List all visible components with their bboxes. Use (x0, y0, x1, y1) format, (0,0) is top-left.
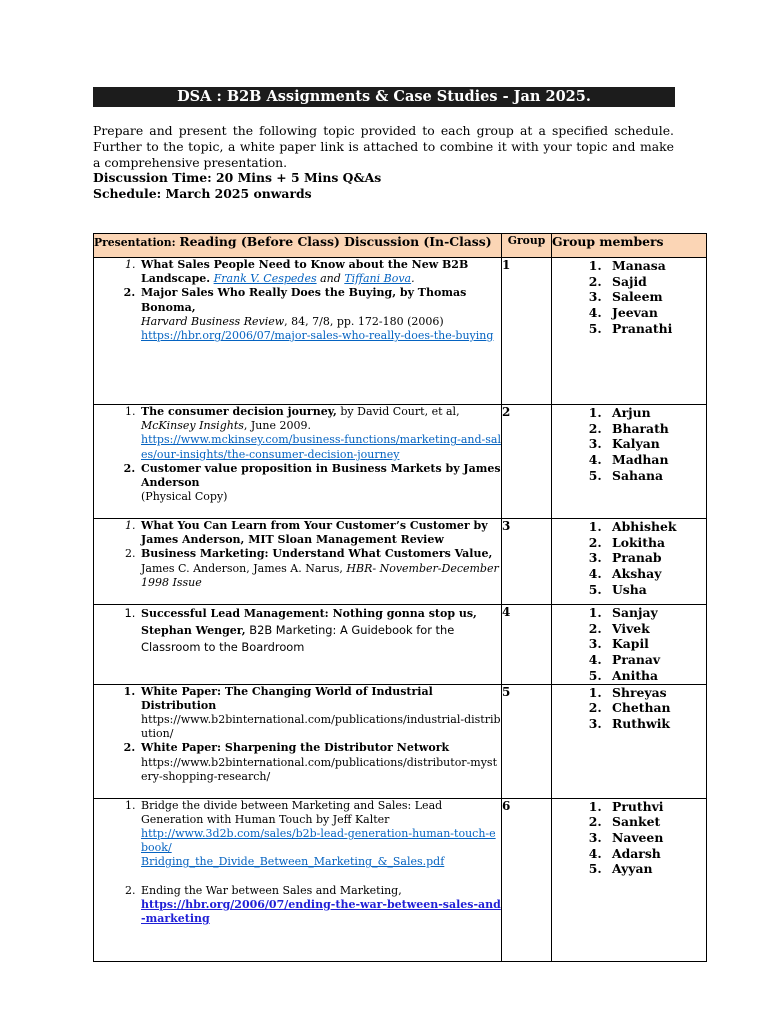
topic-title: Business Marketing: Understand What Customers Value, (141, 547, 493, 561)
group-number: 4 (502, 605, 552, 685)
members-cell (552, 405, 707, 519)
topic-title: Major Sales Who Really Does the Buying, by Thomas Bonoma, (141, 286, 467, 314)
presentation-label: Presentation: (94, 236, 180, 249)
header-presentation (94, 234, 502, 258)
member-list (552, 605, 706, 684)
article-link[interactable]: http://www.3d2b.com/sales/b2b-lead-generation-human-touch-ebook/ (141, 826, 496, 855)
topic-title: Successful Lead Management: Nothing gonna stop us, Stephan Wenger, (141, 607, 477, 637)
topic-title: Bridge the divide between Marketing and Sales: Lead Generation with Human Touch by Jeff Kalter (141, 798, 443, 826)
period: . (411, 272, 415, 286)
reading-discussion-label: Reading (Before Class) Discussion (In-Class) (179, 234, 492, 249)
topic-item (139, 519, 501, 547)
member-name: 2. Chethan (606, 700, 706, 716)
assignments-table (93, 233, 707, 962)
topic-list (94, 405, 501, 504)
source-details: , 84, 7/8, pp. 172-180 (2006) (284, 314, 444, 328)
member-name: 5. Sahana (606, 468, 706, 484)
member-list (552, 685, 706, 732)
topics-cell (94, 684, 502, 798)
topic-item (139, 547, 501, 590)
member-name: 2. Lokitha (606, 535, 706, 551)
topic-item (139, 605, 501, 655)
member-list (552, 799, 706, 878)
member-name: 3. Pranab (606, 550, 706, 566)
topic-item (139, 258, 501, 286)
article-link[interactable]: https://www.mckinsey.com/business-functions/marketing-and-sales/our-insights/the-consumer-decision-journey (141, 433, 501, 461)
member-name: 5. Anitha (606, 668, 706, 684)
member-name: 1. Pruthvi (606, 799, 706, 815)
member-name: 4. Akshay (606, 566, 706, 582)
table-row (94, 605, 707, 685)
group-number: 3 (502, 519, 552, 605)
member-name: 2. Bharath (606, 421, 706, 437)
topic-item (139, 685, 501, 742)
article-link[interactable]: https://hbr.org/2006/07/major-sales-who-really-does-the-buying (141, 329, 494, 343)
topic-item (139, 884, 501, 927)
member-name: 1. Abhishek (606, 519, 706, 535)
article-url: https://www.b2binternational.com/publications/industrial-distribution/ (141, 712, 501, 741)
topic-item (139, 799, 501, 884)
member-list (552, 519, 706, 598)
topic-list (94, 799, 501, 927)
member-name: 5. Usha (606, 582, 706, 598)
topics-cell (94, 605, 502, 685)
source-date: , June 2009. (243, 419, 311, 433)
spacer (141, 870, 501, 884)
member-name: 4. Pranav (606, 652, 706, 668)
topics-cell (94, 798, 502, 961)
members-cell (552, 684, 707, 798)
topic-title: What You Can Learn from Your Customer’s Customer by James Anderson, MIT Sloan Management Review (141, 519, 488, 547)
article-link[interactable]: https://hbr.org/2006/07/ending-the-war-between-sales-and-marketing (141, 897, 501, 925)
member-name: 2. Vivek (606, 621, 706, 637)
group-number: 2 (502, 405, 552, 519)
topic-title: White Paper: The Changing World of Industrial Distribution (141, 684, 433, 712)
member-name: 3. Kalyan (606, 436, 706, 452)
topic-title: What Sales People Need to Know about the New B2B Landscape. (141, 258, 469, 286)
source-name: Harvard Business Review (141, 314, 285, 328)
group-number: 1 (502, 258, 552, 405)
topic-author: by David Court, et al, (336, 405, 460, 418)
topic-list (94, 685, 501, 784)
group-number: 6 (502, 798, 552, 961)
group-number: 5 (502, 684, 552, 798)
topics-cell (94, 258, 502, 405)
topics-cell (94, 405, 502, 519)
conjunction: and (316, 272, 345, 286)
pdf-link[interactable]: Bridging_the_Divide_Between_Marketing_&_Sales.pdf (141, 855, 445, 869)
member-name: 3. Saleem (606, 289, 706, 305)
members-cell (552, 258, 707, 405)
header-group: Group (502, 234, 552, 258)
topics-cell (94, 519, 502, 605)
topic-title: White Paper: Sharpening the Distributor Network (141, 741, 450, 755)
table-row (94, 519, 707, 605)
table-row (94, 684, 707, 798)
discussion-time: Discussion Time: 20 Mins + 5 Mins Q&As (93, 170, 382, 186)
intro-paragraph: Prepare and present the following topic provided to each group at a specified schedule. Further to the topic, a white paper link is attached to combine it with your topic and make a comprehensive presentation. (93, 123, 674, 170)
schedule: Schedule: March 2025 onwards (93, 186, 312, 202)
member-name: 5. Ayyan (606, 861, 706, 877)
topic-item (139, 286, 501, 343)
member-name: 1. Arjun (606, 405, 706, 421)
member-name: 5. Pranathi (606, 321, 706, 337)
topic-list (94, 258, 501, 343)
member-name: 4. Madhan (606, 452, 706, 468)
member-name: 3. Naveen (606, 830, 706, 846)
member-name: 2. Sajid (606, 274, 706, 290)
members-cell (552, 519, 707, 605)
source-name: HBR- November-December 1998 Issue (141, 561, 499, 589)
member-name: 4. Jeevan (606, 305, 706, 321)
member-list (552, 258, 706, 337)
members-cell (552, 798, 707, 961)
member-name: 1. Sanjay (606, 605, 706, 621)
topic-item (139, 405, 501, 462)
topic-item (139, 741, 501, 784)
topic-item (139, 462, 501, 505)
table-row (94, 258, 707, 405)
topic-list (94, 519, 501, 590)
topic-authors: James C. Anderson, James A. Narus, (141, 561, 347, 575)
member-name: 1. Manasa (606, 258, 706, 274)
header-group-members: Group members (552, 234, 707, 258)
table-header-row (94, 234, 707, 258)
table-row (94, 798, 707, 961)
member-list (552, 405, 706, 484)
topic-title: Customer value proposition in Business Markets by James Anderson (141, 461, 501, 490)
book-title: B2B Marketing: A Guidebook for the Classroom to the Boardroom (141, 623, 455, 654)
author-link[interactable]: Tiffani Bova (344, 272, 412, 286)
member-name: 2. Sanket (606, 814, 706, 830)
document-title: DSA : B2B Assignments & Case Studies - Jan 2025. (93, 87, 675, 107)
topic-note: (Physical Copy) (141, 490, 228, 504)
topic-title: Ending the War between Sales and Marketing, (141, 883, 402, 897)
author-link[interactable]: Frank V. Cespedes (213, 272, 317, 286)
member-name: 3. Kapil (606, 636, 706, 652)
member-name: 4. Adarsh (606, 846, 706, 862)
member-name: 1. Shreyas (606, 685, 706, 701)
table-row (94, 405, 707, 519)
topic-list (94, 605, 501, 655)
member-name: 3. Ruthwik (606, 716, 706, 732)
source-name: McKinsey Insights (141, 419, 244, 433)
intro-section (93, 123, 674, 202)
members-cell (552, 605, 707, 685)
article-url: https://www.b2binternational.com/publications/distributor-mystery-shopping-research/ (141, 755, 497, 783)
topic-title: The consumer decision journey, (141, 405, 337, 418)
